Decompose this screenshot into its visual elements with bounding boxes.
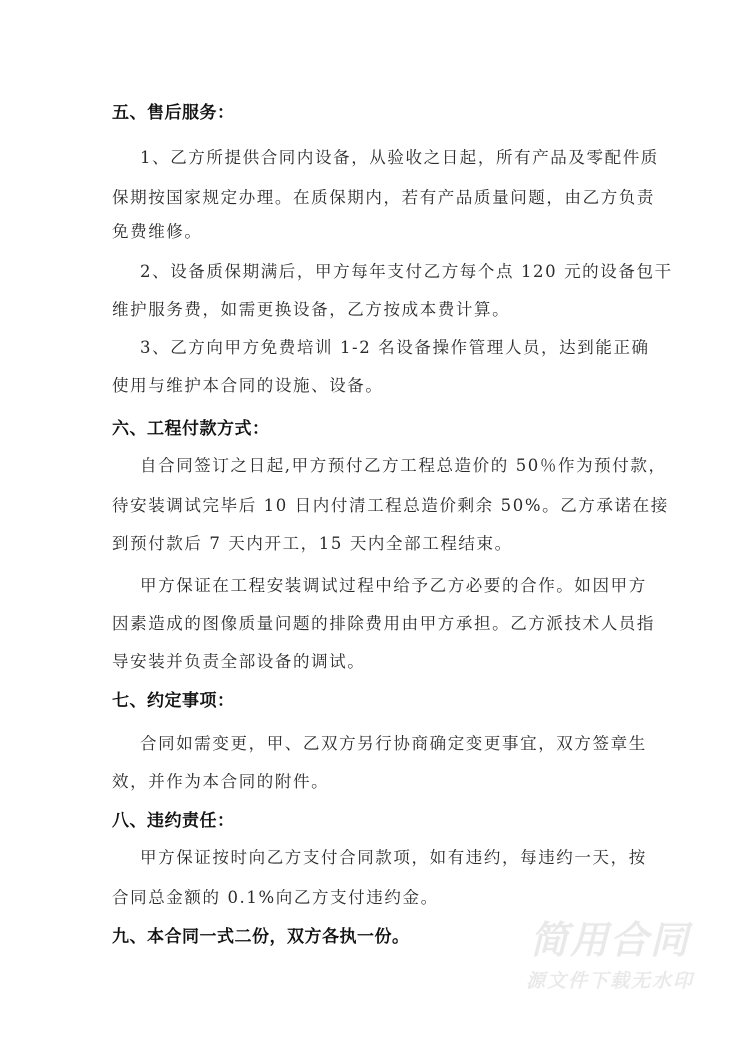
watermark-main-text: 简用合同	[529, 918, 690, 962]
paragraph-line: 导安装并负责全部设备的调试。	[112, 652, 366, 671]
paragraph-line: 甲方保证在工程安装调试过程中给予乙方必要的合作。如因甲方	[140, 576, 647, 595]
paragraph-line: 自合同签订之日起,甲方预付乙方工程总造价的 50％作为预付款，	[140, 456, 667, 475]
section-heading-after-sales: 五、售后服务：	[112, 103, 235, 123]
paragraph-line: 免费维修。	[112, 222, 203, 241]
paragraph-line: 维护服务费，如需更换设备，乙方按成本费计算。	[112, 300, 511, 319]
paragraph-line: 合同总金额的 0.1%向乙方支付违约金。	[112, 888, 439, 907]
paragraph-line: 合同如需变更，甲、乙双方另行协商确定变更事宜，双方签章生	[140, 734, 647, 753]
section-heading-payment: 六、工程付款方式：	[112, 419, 270, 439]
paragraph-line: 2、设备质保期满后，甲方每年支付乙方每个点 120 元的设备包干	[140, 262, 673, 281]
paragraph-line: 使用与维护本合同的设施、设备。	[112, 376, 384, 395]
paragraph-line: 待安装调试完毕后 10 日内付清工程总造价剩余 50%。乙方承诺在接	[112, 496, 669, 515]
paragraph-line: 甲方保证按时向乙方支付合同款项，如有违约，每违约一天，按	[140, 848, 647, 867]
section-heading-breach-liability: 八、违约责任：	[112, 811, 235, 831]
paragraph-line: 到预付款后 7 天内开工，15 天内全部工程结束。	[112, 534, 513, 553]
paragraph-line: 因素造成的图像质量问题的排除费用由甲方承担。乙方派技术人员指	[112, 614, 655, 633]
paragraph-line: 1、乙方所提供合同内设备，从验收之日起，所有产品及零配件质	[140, 148, 659, 167]
section-heading-copies: 九、本合同一式二份，双方各执一份。	[112, 927, 410, 947]
paragraph-line: 保期按国家规定办理。在质保期内，若有产品质量问题，由乙方负责	[112, 188, 655, 207]
watermark-sub-text: 源文件下载无水印	[525, 970, 694, 992]
paragraph-line: 效，并作为本合同的附件。	[112, 772, 330, 791]
watermark	[510, 918, 710, 996]
section-heading-agreed-matters: 七、约定事项：	[112, 691, 235, 711]
paragraph-line: 3、乙方向甲方免费培训 1-2 名设备操作管理人员，达到能正确	[140, 338, 650, 357]
